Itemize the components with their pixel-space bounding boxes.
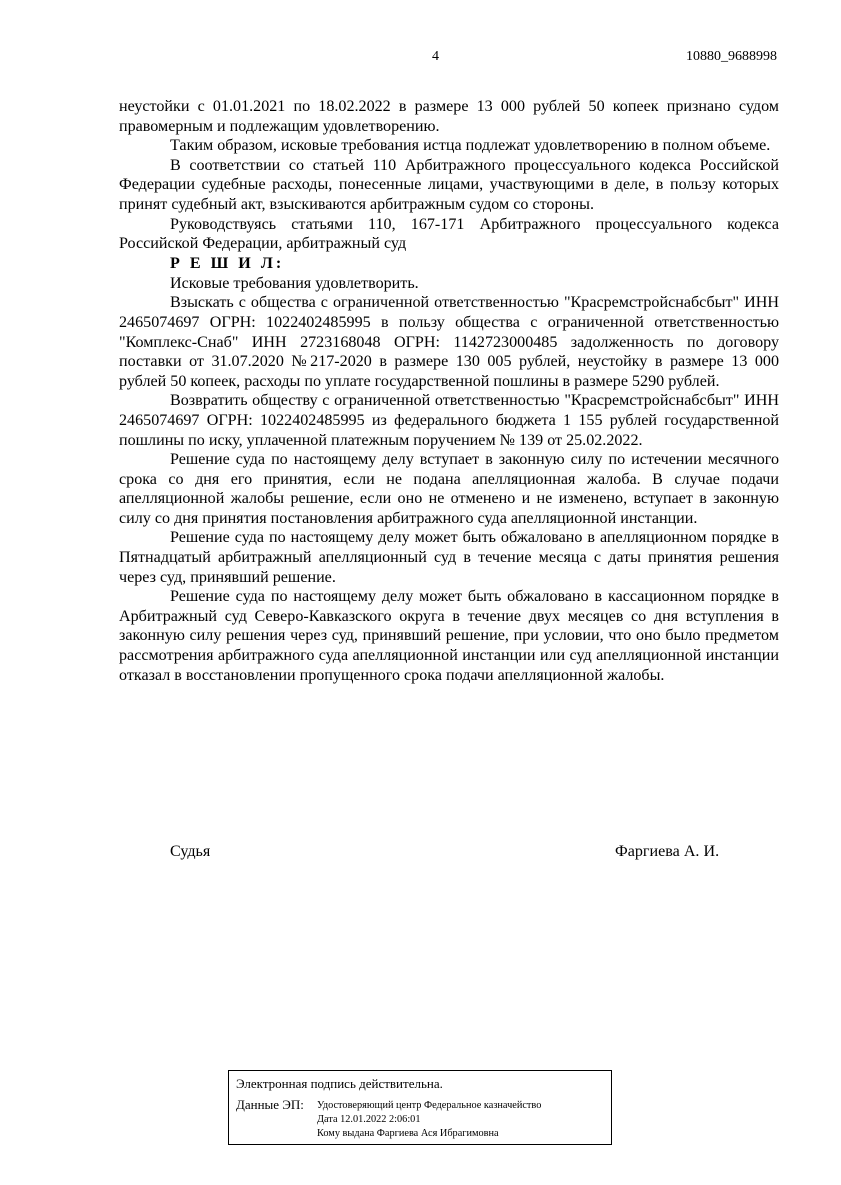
judge-title: Судья: [170, 843, 211, 860]
paragraph: Таким образом, исковые требования истца подлежат удовлетворению в полном объеме.: [170, 137, 771, 155]
decision-heading: Р Е Ш И Л:: [170, 254, 285, 272]
paragraph: Взыскать с общества с ограниченной ответственностью "Красремстройснабсбыт" ИНН 2465074697 ОГРН: 1022402485995 в пользу общества с ограниченной ответственностью "Комплекс-Снаб" ИНН 2723168048 ОГРН: 1142723000485 задолженность по договору поставки от 31.07.2020 №217-2020 в размере 130 005 рублей, неустойку в размере 13 000 рублей 50 копеек, расходы по уплате государственной пошлины в размере 5290 рублей.: [119, 294, 779, 390]
paragraph: Решение суда по настоящему делу может быть обжаловано в кассационном порядке в Арбитражный суд Северо-Кавказского округа в течение двух месяцев со дня вступления в законную силу решения через суд, принявший решение, при условии, что оно было предметом рассмотрения арбитражного суда апелляционной инстанции или суд апелляционной инстанции отказал в восстановлении пропущенного срока подачи апелляционной жалобы.: [119, 588, 779, 684]
paragraph: Решение суда по настоящему делу вступает в законную силу по истечении месячного срока со дня его принятия, если не подана апелляционная жалоба. В случае подачи апелляционной жалобы решение, если оно не отменено и не изменено, вступает в законную силу со дня принятия постановления арбитражного суда апелляционной инстанции.: [119, 451, 779, 527]
paragraph: Решение суда по настоящему делу может быть обжаловано в апелляционном порядке в Пятнадцатый арбитражный апелляционный суд в течение месяца с даты принятия решения через суд, принявший решение.: [119, 529, 779, 586]
page-number: 4: [432, 49, 439, 64]
paragraph: Возвратить обществу с ограниченной ответственностью "Красремстройснабсбыт" ИНН 2465074697 ОГРН: 1022402485995 из федерального бюджета 1 155 рублей государственной пошлины по иску, уплаченной платежным поручением № 139 от 25.02.2022.: [119, 392, 779, 449]
stamp-details: [317, 1099, 541, 1141]
paragraph: Руководствуясь статьями 110, 167-171 Арбитражного процессуального кодекса Российской Федерации, арбитражный суд: [119, 215, 779, 253]
stamp-certificate-center: Удостоверяющий центр Федеральное казначейство: [317, 1100, 542, 1111]
judge-name: Фаргиева А. И.: [615, 843, 720, 860]
stamp-date: Дата 12.01.2022 2:06:01: [317, 1114, 421, 1125]
document-id: 10880_9688998: [686, 49, 777, 64]
paragraph: Исковые требования удовлетворить.: [170, 274, 419, 292]
paragraph: В соответствии со статьей 110 Арбитражного процессуального кодекса Российской Федерации судебные расходы, понесенные лицами, участвующими в деле, в пользу которых принят судебный акт, взыскиваются арбитражным судом со стороны.: [119, 156, 779, 213]
stamp-label: Данные ЭП:: [236, 1097, 304, 1112]
stamp-title: Электронная подпись действительна.: [236, 1076, 443, 1091]
stamp-issued-to: Кому выдана Фаргиева Ася Ибрагимовна: [317, 1128, 499, 1139]
decision-body: [119, 97, 779, 685]
electronic-signature-stamp: [228, 1070, 612, 1145]
paragraph: неустойки с 01.01.2021 по 18.02.2022 в размере 13 000 рублей 50 копеек признано судом правомерным и подлежащим удовлетворению.: [119, 98, 779, 135]
